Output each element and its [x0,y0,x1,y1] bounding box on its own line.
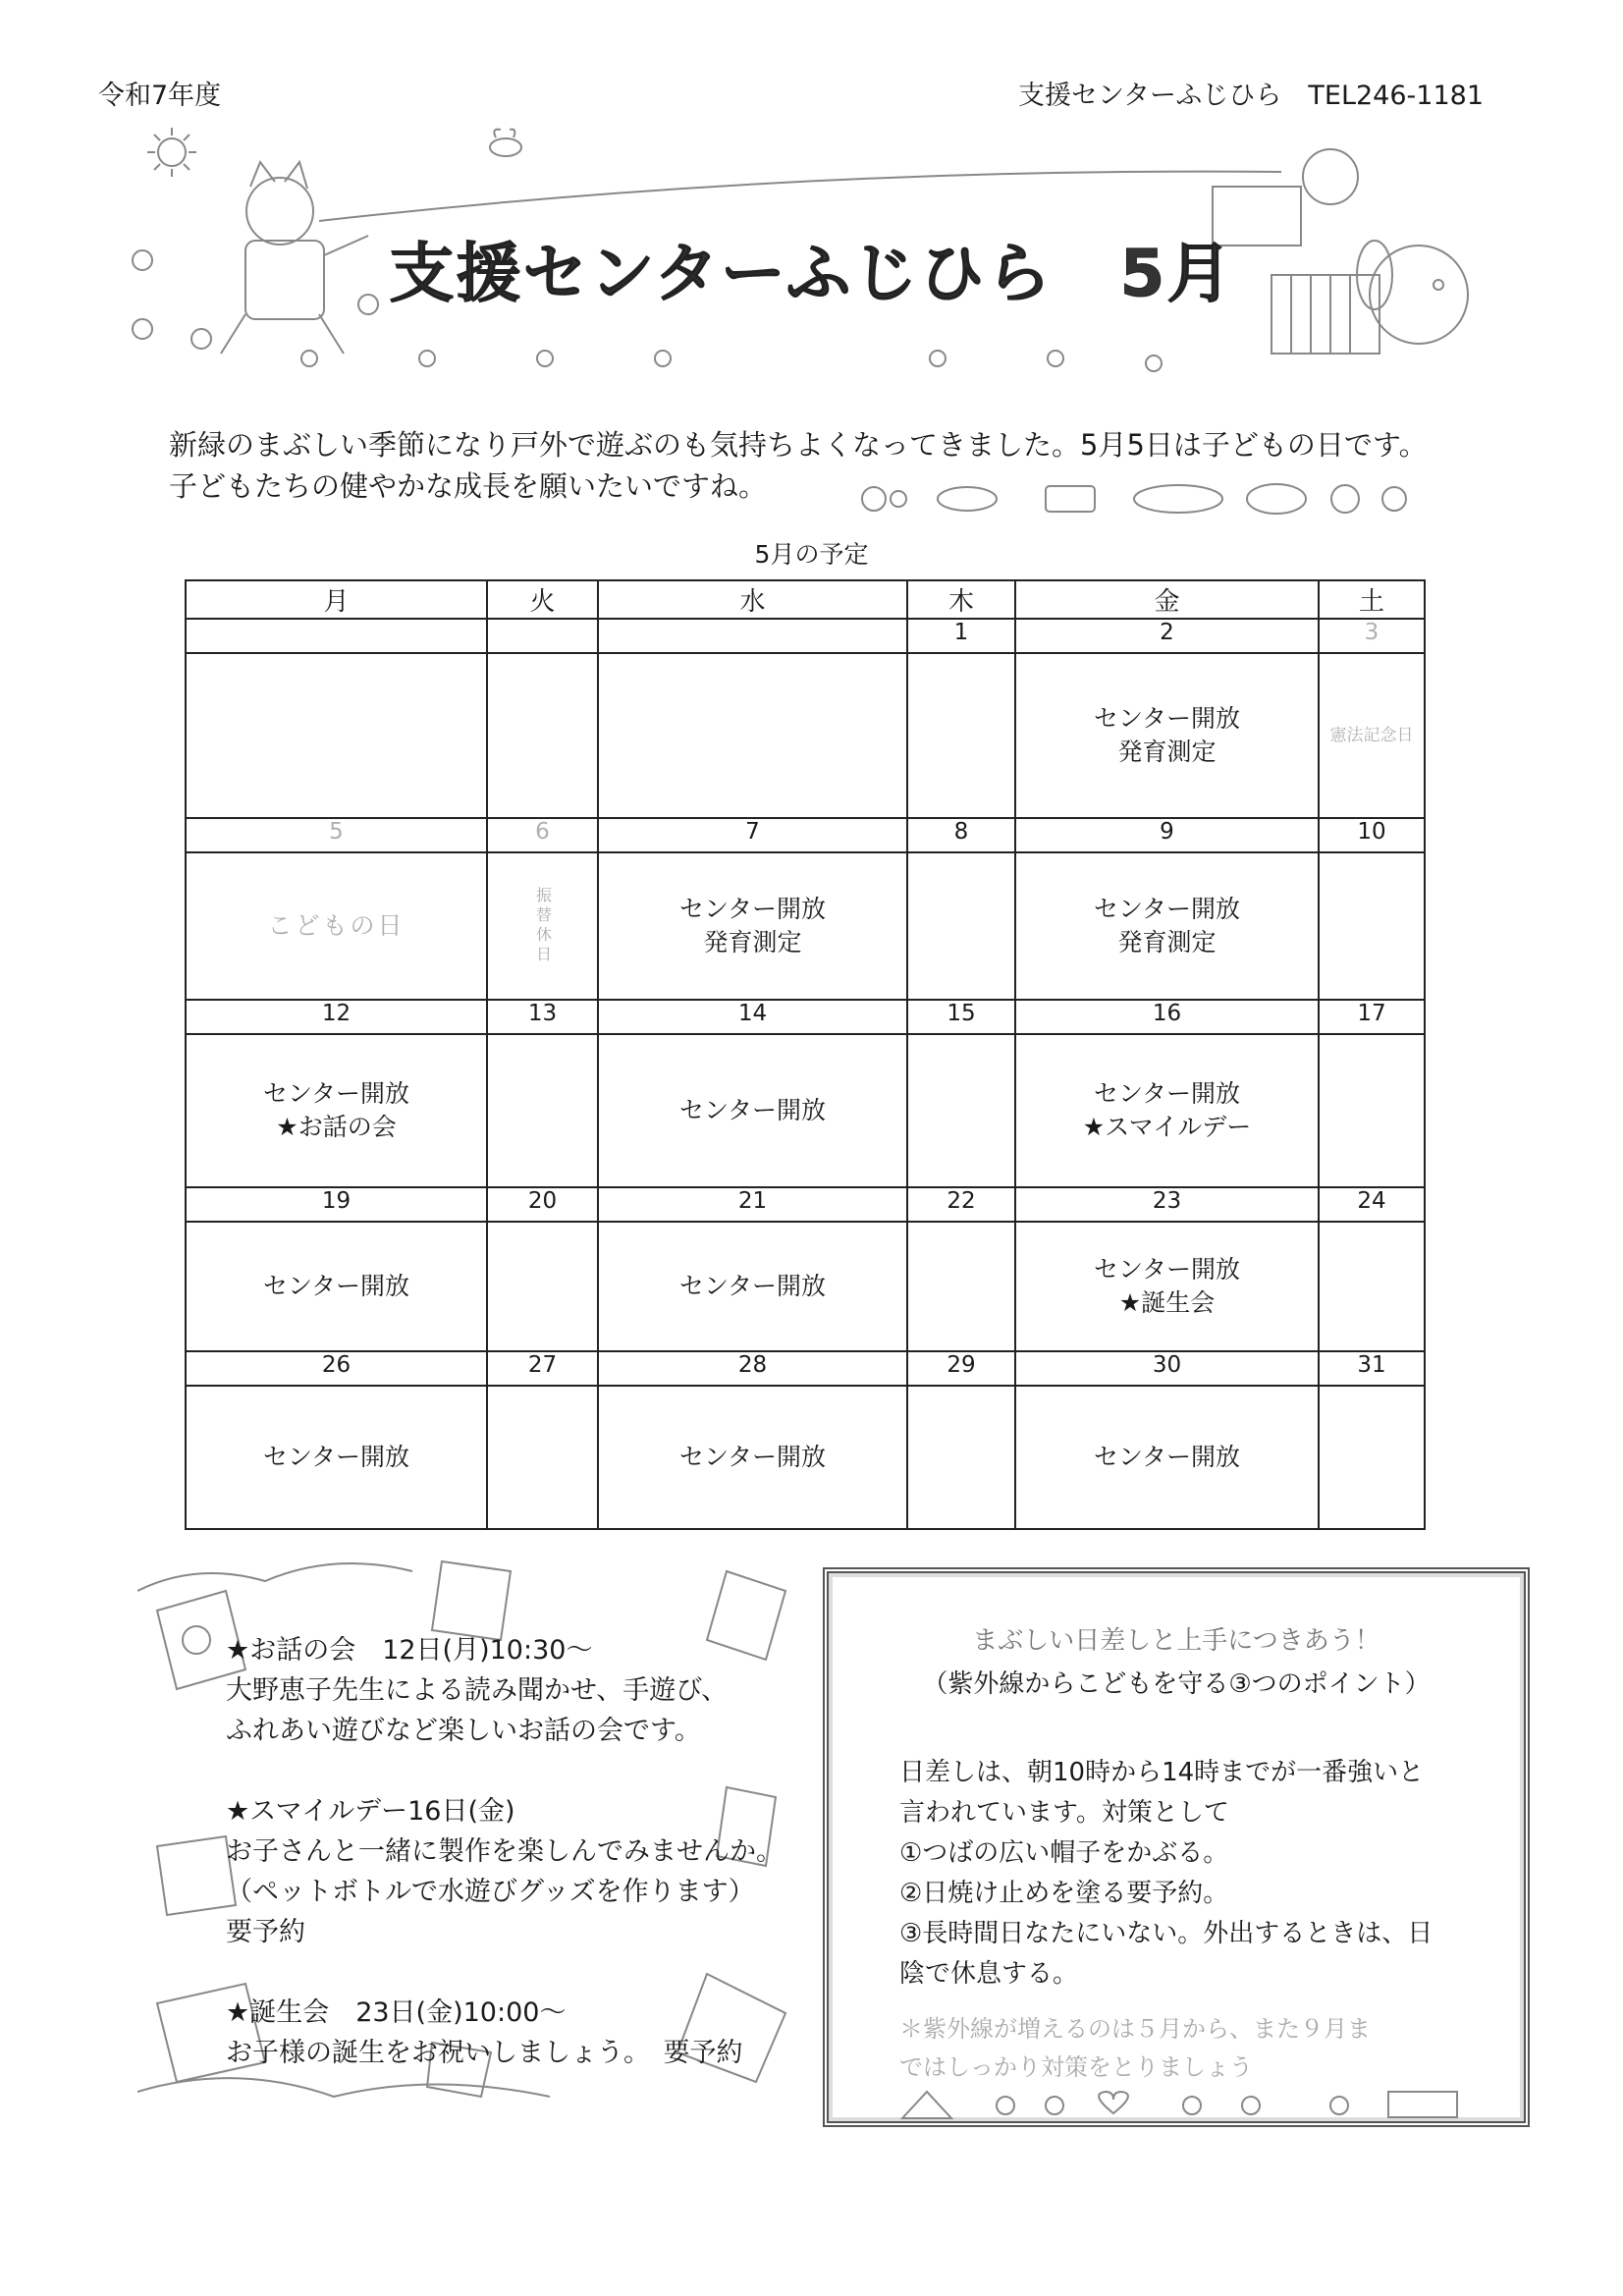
event-cell [598,852,907,1000]
event-cell [487,1386,598,1529]
event-cell [1015,1386,1319,1529]
event-cell [907,1222,1015,1351]
page-title: 支援センターふじひら 5月 [389,236,1234,311]
flower-icons [997,2097,1348,2114]
event-cell [1015,1034,1319,1187]
birthday-title: ★誕生会 23日(金)10:00～ [226,1997,567,2028]
event-cell [186,653,487,818]
weekday-tue: 火 [487,580,598,619]
event-cell [1015,653,1319,818]
event-text: ★誕生会 [1118,1288,1216,1317]
week-4-dates [186,1187,1425,1222]
event-cell [1015,852,1319,1000]
event-cell [186,1222,487,1351]
event-cell [1319,653,1425,818]
date-cell: 31 [1319,1351,1425,1386]
event-text: センター開放 [678,1443,826,1471]
event-text: センター開放 [678,895,826,923]
date-cell: 9 [1015,818,1319,852]
event-cell [186,852,487,1000]
event-text: センター開放 [678,1272,826,1300]
date-cell: 3 [1319,619,1425,653]
week-1-events [186,653,1425,818]
mountain-icon [902,2092,951,2118]
event-text: センター開放 [262,1079,409,1108]
bug-icon [938,487,997,511]
date-cell: 20 [487,1187,598,1222]
fiscal-year: 令和7年度 [98,81,222,111]
event-text: センター開放 [1093,704,1240,733]
weekday-header-row [186,580,1425,619]
holiday-text: 憲法記念日 [1329,726,1414,745]
event-text: センター開放 [1093,895,1240,923]
week-2-dates [186,818,1425,852]
schedule-title: 5月の予定 [754,540,869,569]
uv-body [899,1753,1498,1995]
week-3-dates [186,1000,1425,1034]
uv-note-text: ではしっかり対策をとりましょう [899,2053,1253,2081]
date-cell: 24 [1319,1187,1425,1222]
event-cell [907,1034,1015,1187]
event-text: センター開放 [1093,1255,1240,1284]
birthday-desc: お子様の誕生をお祝いしましょう。 要予約 [226,2038,743,2068]
event-cell [598,1034,907,1187]
event-cell [487,653,598,818]
date-cell: 17 [1319,1000,1425,1034]
date-cell: 15 [907,1000,1015,1034]
weekday-wed: 水 [598,580,907,619]
week-5-dates [186,1351,1425,1386]
date-cell: 6 [487,818,598,852]
uv-point: ③長時間日なたにいない。外出するときは、日 [899,1919,1434,1948]
event-text: 発育測定 [1117,738,1217,766]
uv-title: まぶしい日差しと上手につきあう！ [972,1626,1380,1656]
week-5-events [186,1386,1425,1529]
uv-note-text: ＊紫外線が増えるのは５月から、また９月ま [899,2015,1371,2043]
event-cell [598,1386,907,1529]
center-contact: 支援センターふじひら TEL246-1181 [1018,81,1484,111]
event-cell [1319,1222,1425,1351]
event-cell [186,1034,487,1187]
intro-line-1: 新緑のまぶしい季節になり戸外で遊ぶのも気持ちよくなってきました。5月5日は子どもの日です。 [169,428,1428,462]
smile-reserve: 要予約 [226,1917,305,1947]
event-cell [1319,1386,1425,1529]
event-text: 発育測定 [1117,928,1217,957]
event-text: センター開放 [678,1096,826,1124]
event-cell [1015,1222,1319,1351]
date-cell: 13 [487,1000,598,1034]
date-cell: 10 [1319,818,1425,852]
ohanashi-desc: ふれあい遊びなど楽しいお話の会です。 [226,1716,701,1746]
smile-desc: （ペットボトルで水遊びグッズを作ります） [226,1877,755,1907]
date-cell: 8 [907,818,1015,852]
uv-point: ①つばの広い帽子をかぶる。 [899,1838,1229,1868]
events-info [226,1630,815,2073]
event-cell [487,852,598,1000]
date-cell: 26 [186,1351,487,1386]
event-cell [1319,852,1425,1000]
week-1-dates [186,619,1425,653]
event-text: センター開放 [262,1272,409,1300]
event-text: センター開放 [262,1443,409,1471]
week-3-events [186,1034,1425,1187]
date-cell [487,619,598,653]
date-cell: 2 [1015,619,1319,653]
event-text: ★お話の会 [276,1113,397,1141]
date-cell: 7 [598,818,907,852]
holiday-text: こどもの日 [267,911,406,940]
date-cell [598,619,907,653]
ohanashi-title: ★お話の会 12日(月)10:30～ [226,1635,593,1666]
sun-icon [147,128,196,177]
intro-line-2: 子どもたちの健やかな成長を願いたいですね。 [169,469,768,503]
date-cell: 21 [598,1187,907,1222]
weekday-thu: 木 [907,580,1015,619]
uv-point: 陰で休息する。 [899,1959,1079,1989]
event-cell [1319,1034,1425,1187]
bee-icon [490,130,521,156]
uv-advice-box [823,1567,1530,2127]
weekday-mon: 月 [186,580,487,619]
date-cell: 1 [907,619,1015,653]
intro-decoration [844,474,1434,523]
date-cell: 22 [907,1187,1015,1222]
date-cell: 19 [186,1187,487,1222]
heart-icon [1099,2092,1128,2113]
date-cell: 12 [186,1000,487,1034]
uv-decoration [897,2084,1467,2123]
smile-desc: お子さんと一緒に製作を楽しんでみませんか。 [226,1836,783,1867]
weekday-sat: 土 [1319,580,1425,619]
date-cell [186,619,487,653]
event-text: ★スマイルデー [1082,1113,1252,1141]
date-cell: 23 [1015,1187,1319,1222]
uv-body-text: 言われています。対策として [899,1798,1229,1828]
event-text: センター開放 [1093,1443,1240,1471]
event-cell [487,1222,598,1351]
date-cell: 5 [186,818,487,852]
date-cell: 16 [1015,1000,1319,1034]
event-text: センター開放 [1093,1079,1240,1108]
uv-point: ②日焼け止めを塗る要予約。 [899,1879,1229,1908]
date-cell: 30 [1015,1351,1319,1386]
week-2-events [186,852,1425,1000]
ohanashi-desc: 大野恵子先生による読み聞かせ、手遊び、 [226,1675,729,1706]
calendar-table [185,579,1426,1530]
smile-title: ★スマイルデー16日(金) [226,1796,515,1827]
event-cell [487,1034,598,1187]
event-cell [186,1386,487,1529]
carp-streamer-icon [1388,2092,1457,2117]
uv-body-text: 日差しは、朝10時から14時までが一番強いと [899,1758,1425,1787]
event-cell [598,653,907,818]
flower-icon [862,487,906,511]
frog-icon [1247,484,1406,514]
turtle-icon [1134,485,1222,513]
event-cell [907,1386,1015,1529]
event-cell [598,1222,907,1351]
event-text: 発育測定 [703,928,802,957]
uv-note [899,2010,1488,2087]
date-cell: 27 [487,1351,598,1386]
week-4-events [186,1222,1425,1351]
date-cell: 14 [598,1000,907,1034]
event-cell [907,653,1015,818]
holiday-text: 振替休日 [533,887,553,965]
cake-icon [1046,486,1095,512]
weekday-fri: 金 [1015,580,1319,619]
uv-subtitle: （紫外線からこどもを守る③つのポイント） [922,1669,1431,1699]
date-cell: 29 [907,1351,1015,1386]
event-cell [907,852,1015,1000]
date-cell: 28 [598,1351,907,1386]
